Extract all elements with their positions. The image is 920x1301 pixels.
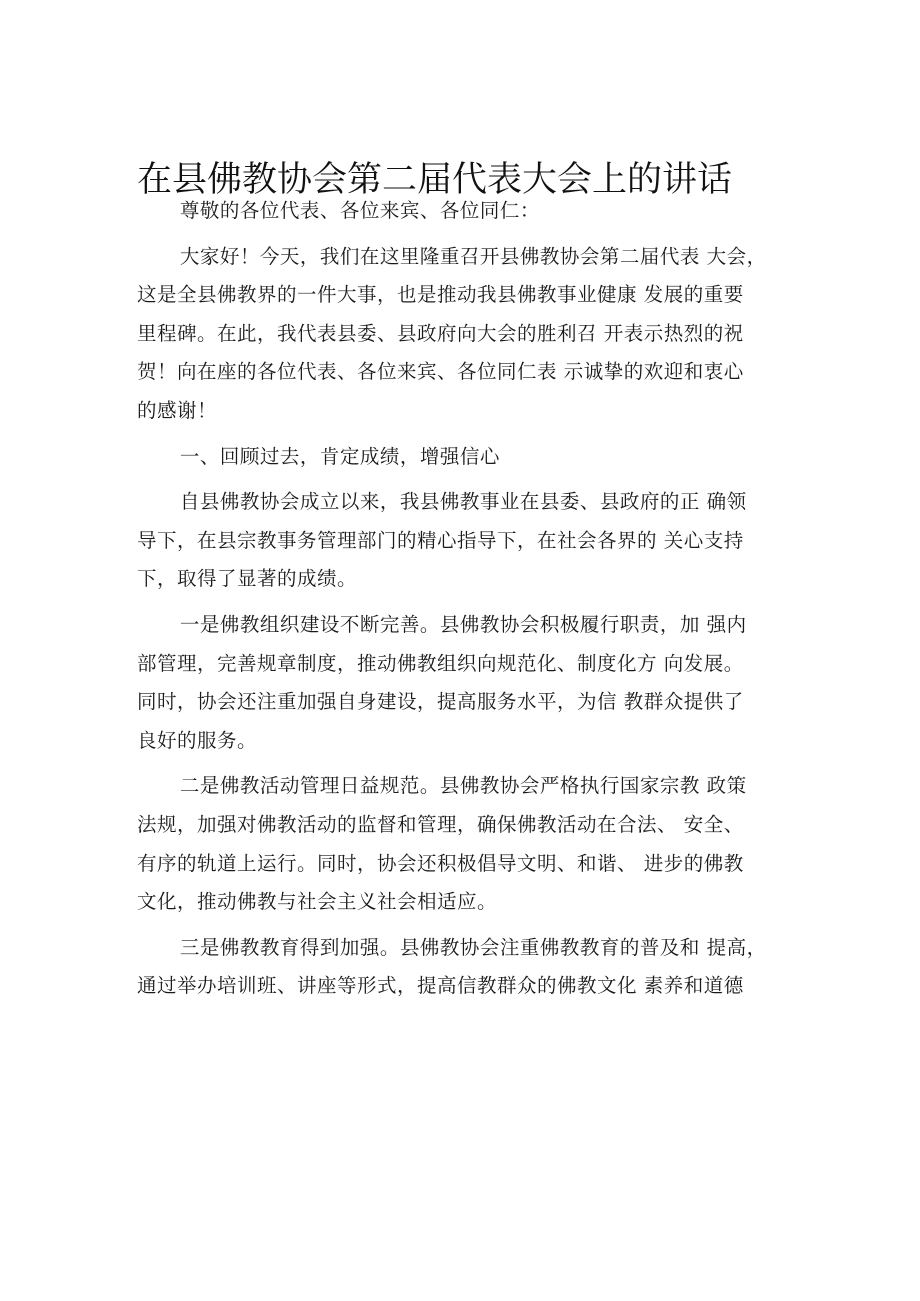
paragraph-line: 大家好！今天，我们在这里隆重召开县佛教协会第二届代表 大会，: [179, 244, 767, 268]
paragraph-line: 同时，协会还注重加强自身建设，提高服务水平，为信 教群众提供了: [137, 690, 744, 714]
salutation-paragraph: [137, 192, 797, 231]
paragraph-line: 通过举办培训班、讲座等形式，提高信教群众的佛教文化 素养和道德: [137, 974, 744, 998]
point-three-paragraph: [137, 929, 797, 1006]
paragraph-line: 良好的服务。: [137, 728, 258, 752]
paragraph-line: 尊敬的各位代表、各位来宾、各位同仁：: [179, 199, 540, 222]
paragraph-line: 里程碑。在此，我代表县委、县政府向大会的胜利召 开表示热烈的祝: [137, 321, 744, 345]
paragraph-line: 二是佛教活动管理日益规范。县佛教协会严格执行国家宗教 政策: [179, 774, 747, 798]
point-one-paragraph: [137, 606, 797, 760]
paragraph-line: 法规，加强对佛教活动的监督和管理，确保佛教活动在合法、 安全、: [137, 812, 744, 836]
paragraph-line: 下，取得了显著的成绩。: [137, 567, 358, 591]
opening-paragraph: [137, 238, 797, 431]
paragraph-line: 自县佛教协会成立以来，我县佛教事业在县委、县政府的正 确领: [179, 490, 747, 514]
document-title: 在县佛教协会第二届代表大会上的讲话: [137, 160, 733, 200]
paragraph-line: 贺！向在座的各位代表、各位来宾、各位同仁表 示诚挚的欢迎和衷心: [137, 360, 744, 384]
paragraph-line: 的感谢！: [137, 398, 218, 422]
document-body: [137, 192, 797, 1006]
paragraph-line: 三是佛教教育得到加强。县佛教协会注重佛教教育的普及和 提高，: [179, 935, 767, 959]
point-two-paragraph: [137, 767, 797, 921]
paragraph-line: 部管理，完善规章制度，推动佛教组织向规范化、制度化方 向发展。: [137, 651, 744, 675]
review-paragraph: [137, 483, 797, 599]
paragraph-line: 导下，在县宗教事务管理部门的精心指导下，在社会各界的 关心支持: [137, 528, 744, 552]
section-heading-paragraph: [137, 438, 797, 477]
paragraph-line: 一是佛教组织建设不断完善。县佛教协会积极履行职责，加 强内: [179, 612, 747, 636]
paragraph-line: 有序的轨道上运行。同时，协会还积极倡导文明、和谐、 进步的佛教: [137, 851, 744, 875]
paragraph-line: 文化，推动佛教与社会主义社会相适应。: [137, 890, 498, 914]
paragraph-line: 这是全县佛教界的一件大事，也是推动我县佛教事业健康 发展的重要: [137, 283, 744, 307]
section-heading: 一、回顾过去，肯定成绩，增强信心: [179, 444, 500, 468]
